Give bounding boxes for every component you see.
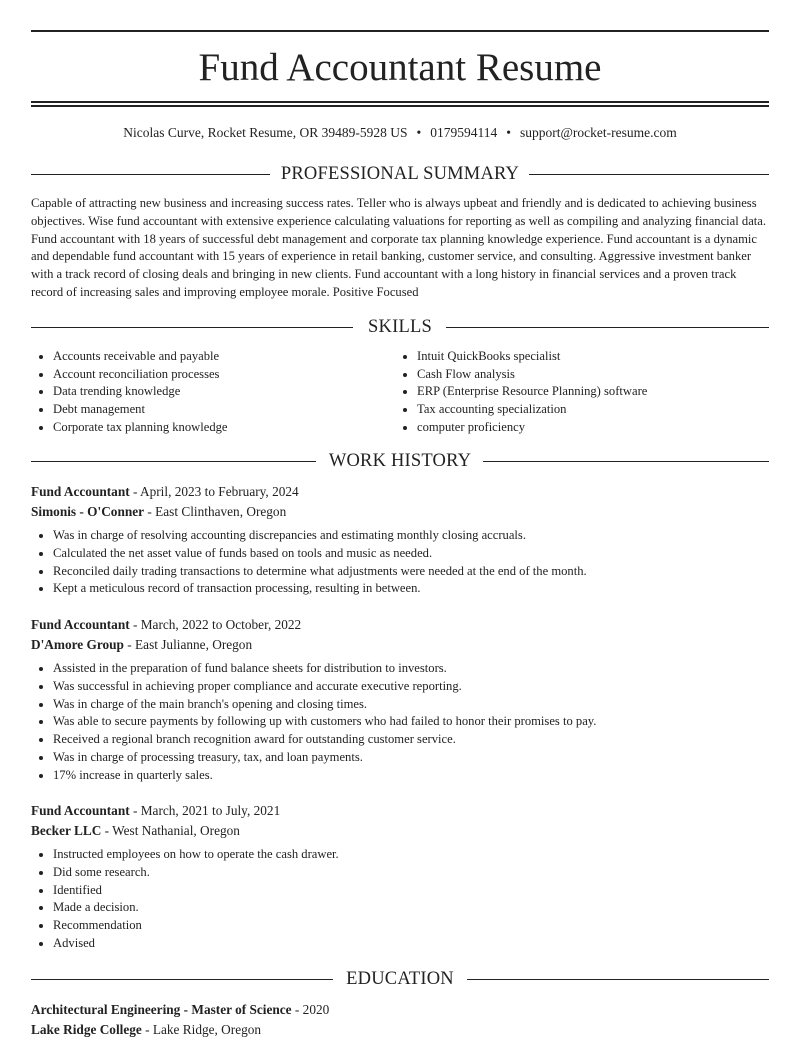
job-bullet: • Advised: [53, 935, 769, 953]
contact-line: [31, 123, 769, 143]
skill-item: • Cash Flow analysis: [417, 366, 647, 384]
contact-address: Nicolas Curve, Rocket Resume, OR 39489-5928 US: [123, 125, 407, 140]
job-bullet: • Calculated the net asset value of funds based on tools and music as needed.: [53, 545, 769, 563]
skill-item: • Accounts receivable and payable: [53, 348, 228, 366]
job-dates: - March, 2022 to October, 2022: [130, 617, 302, 632]
job-heading: [31, 801, 769, 821]
job-location: - East Clinthaven, Oregon: [144, 504, 286, 519]
job-title: Fund Accountant: [31, 617, 130, 632]
job-bullet: • Reconciled daily trading transactions to determine what adjustments were needed at the end of the month.: [53, 563, 769, 581]
job-dates: - March, 2021 to July, 2021: [130, 803, 281, 818]
education-entry: [31, 1000, 769, 1039]
job-bullet: • 17% increase in quarterly sales.: [53, 767, 769, 785]
skill-item: • Intuit QuickBooks specialist: [417, 348, 647, 366]
skill-item: • ERP (Enterprise Resource Planning) software: [417, 383, 647, 401]
professional-summary-text: Capable of attracting new business and increasing success rates. Teller who is always upbeat and friendly and is dedicated to achieving business objectives. Wise fund accountant with extensive experience calculating valuations for reporting as well as compiling and analyzing financial data. Fund accountant with 18 years of successful debt management and corporate tax planning knowledge experience. Fund accountant is a dynamic and dependable fund accountant with 15 years of experience in retail banking, customer service, and consulting. Aggressive investment banker with a track record of closing deals and bringing in new clients. Fund accountant with a long history in financial services and a proven track record of increasing sales and improving employee morale. Positive Focused: [31, 195, 769, 302]
job-location: - East Julianne, Oregon: [124, 637, 252, 652]
job-entry: [31, 801, 769, 953]
job-bullets: [31, 527, 769, 598]
title-rule: [31, 101, 769, 103]
job-bullet: • Did some research.: [53, 864, 769, 882]
section-title-summary: PROFESSIONAL SUMMARY: [31, 162, 769, 186]
section-header-skills: [31, 315, 769, 339]
section-title-skills: SKILLS: [31, 315, 769, 339]
job-location: - West Nathanial, Oregon: [101, 823, 240, 838]
job-heading: [31, 482, 769, 502]
job-employer: [31, 635, 769, 655]
skill-item: • Tax accounting specialization: [417, 401, 647, 419]
job-bullet: • Was in charge of the main branch's opening and closing times.: [53, 696, 769, 714]
job-bullets: [31, 660, 769, 785]
job-bullet: • Made a decision.: [53, 899, 769, 917]
skill-item: • Corporate tax planning knowledge: [53, 419, 228, 437]
job-bullet: • Was in charge of processing treasury, tax, and loan payments.: [53, 749, 769, 767]
education-degree-line: [31, 1000, 769, 1020]
job-title: Fund Accountant: [31, 484, 130, 499]
job-heading: [31, 615, 769, 635]
job-title: Fund Accountant: [31, 803, 130, 818]
contact-separator: •: [416, 125, 421, 140]
job-company: D'Amore Group: [31, 637, 124, 652]
skill-item: • Account reconciliation processes: [53, 366, 228, 384]
job-bullet: • Instructed employees on how to operate the cash drawer.: [53, 846, 769, 864]
job-employer: [31, 502, 769, 522]
job-bullets: [31, 846, 769, 953]
top-rule: [31, 30, 769, 32]
job-bullet: • Was in charge of resolving accounting discrepancies and estimating monthly closing accruals.: [53, 527, 769, 545]
section-header-work: [31, 449, 769, 473]
job-bullet: • Identified: [53, 882, 769, 900]
job-entry: [31, 482, 769, 598]
job-dates: - April, 2023 to February, 2024: [130, 484, 299, 499]
skill-item: • computer proficiency: [417, 419, 647, 437]
section-title-work: WORK HISTORY: [31, 449, 769, 473]
education-school: Lake Ridge College: [31, 1022, 142, 1037]
job-company: Becker LLC: [31, 823, 101, 838]
job-employer: [31, 821, 769, 841]
job-bullet: • Was able to secure payments by following up with customers who had failed to honor their promises to pay.: [53, 713, 769, 731]
job-bullet: • Assisted in the preparation of fund balance sheets for distribution to investors.: [53, 660, 769, 678]
job-entry: [31, 615, 769, 785]
contact-separator: •: [506, 125, 511, 140]
section-header-summary: [31, 162, 769, 186]
job-bullet: • Was successful in achieving proper compliance and accurate executive reporting.: [53, 678, 769, 696]
contact-email: support@rocket-resume.com: [520, 125, 677, 140]
section-header-education: [31, 967, 769, 991]
skills-column-left: [31, 348, 228, 437]
education-year: - 2020: [292, 1002, 330, 1017]
contact-phone: 0179594114: [430, 125, 497, 140]
section-title-education: EDUCATION: [31, 967, 769, 991]
page-title: Fund Accountant Resume: [31, 44, 769, 92]
skill-item: • Data trending knowledge: [53, 383, 228, 401]
education-location: - Lake Ridge, Oregon: [142, 1022, 261, 1037]
title-rule-second: [31, 105, 769, 107]
job-bullet: • Received a regional branch recognition award for outstanding customer service.: [53, 731, 769, 749]
job-company: Simonis - O'Conner: [31, 504, 144, 519]
skill-item: • Debt management: [53, 401, 228, 419]
skills-column-right: [395, 348, 647, 437]
education-degree: Architectural Engineering - Master of Science: [31, 1002, 292, 1017]
education-school-line: [31, 1020, 769, 1039]
job-bullet: • Kept a meticulous record of transaction processing, resulting in between.: [53, 580, 769, 598]
job-bullet: • Recommendation: [53, 917, 769, 935]
